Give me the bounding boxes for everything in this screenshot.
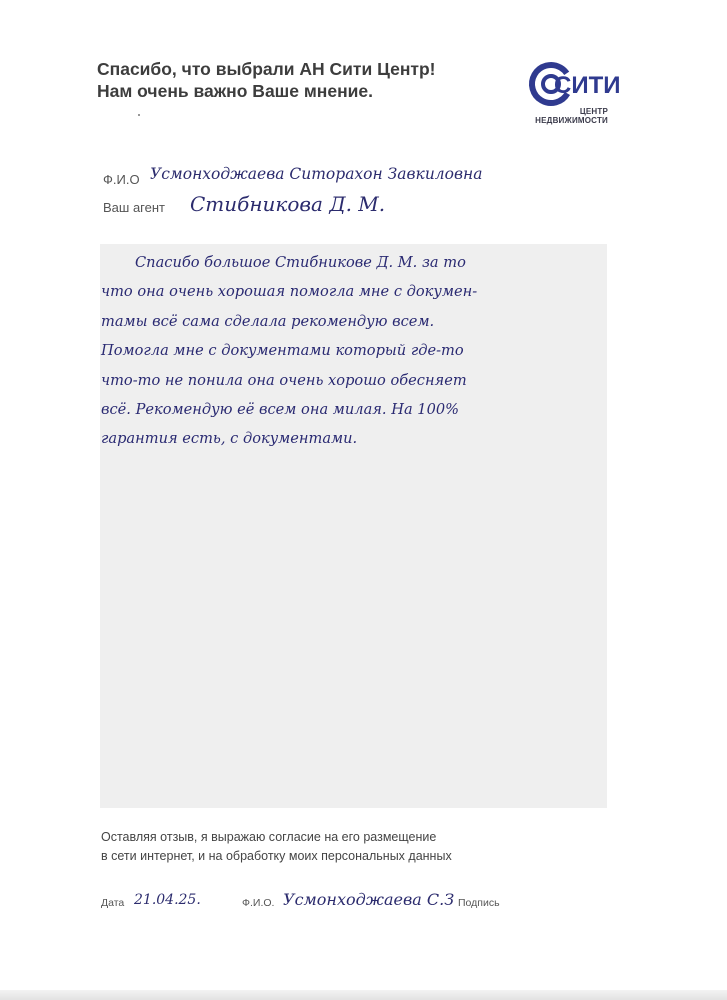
consent-text xyxy=(101,828,452,866)
fio-label: Ф.И.О xyxy=(103,172,140,187)
review-line: что-то не понила она очень хорошо обесняет xyxy=(101,371,467,389)
consent-line-2: в сети интернет, и на обработку моих персональных данных xyxy=(101,849,452,863)
consent-line-1: Оставляя отзыв, я выражаю согласие на его размещение xyxy=(101,830,437,844)
fio-value: Усмонходжаева Ситорахон Завкиловна xyxy=(150,165,483,183)
footer-fio-value: Усмонходжаева С.З xyxy=(283,890,455,909)
date-value: 21.04.25. xyxy=(134,892,201,908)
review-line: всё. Рекомендую её всем она милая. На 100% xyxy=(101,401,460,419)
speck xyxy=(138,114,140,116)
logo-sub-2: НЕДВИЖИМОСТИ xyxy=(535,116,608,125)
page-bottom-edge xyxy=(0,990,727,1000)
logo-word: СИТИ xyxy=(554,72,621,99)
logo-subtitle xyxy=(528,107,608,125)
logo-mark-icon xyxy=(528,62,621,108)
date-label: Дата xyxy=(101,897,125,909)
review-line: гарантия есть, с документами. xyxy=(101,430,358,448)
page-header xyxy=(97,58,436,102)
header-line-2: Нам очень важно Ваше мнение. xyxy=(97,81,374,101)
company-logo xyxy=(528,62,621,125)
review-text xyxy=(101,248,606,454)
review-line: Спасибо большое Стибниковe Д. М. за то xyxy=(135,254,466,271)
review-line: что она очень хорошая помогла мне с докумен- xyxy=(101,283,478,301)
agent-value: Стибникова Д. М. xyxy=(190,192,386,216)
review-line: тамы всё сама сделала рекомендую всем. xyxy=(101,312,435,330)
review-line: Помогла мне с документами который где-то xyxy=(101,342,464,360)
footer-fio-label: Ф.И.О. xyxy=(242,897,275,909)
header-line-1: Спасибо, что выбрали АН Сити Центр! xyxy=(97,59,436,79)
agent-label: Ваш агент xyxy=(103,200,165,215)
signature-label: Подпись xyxy=(458,897,500,909)
logo-sub-1: ЦЕНТР xyxy=(579,107,608,116)
